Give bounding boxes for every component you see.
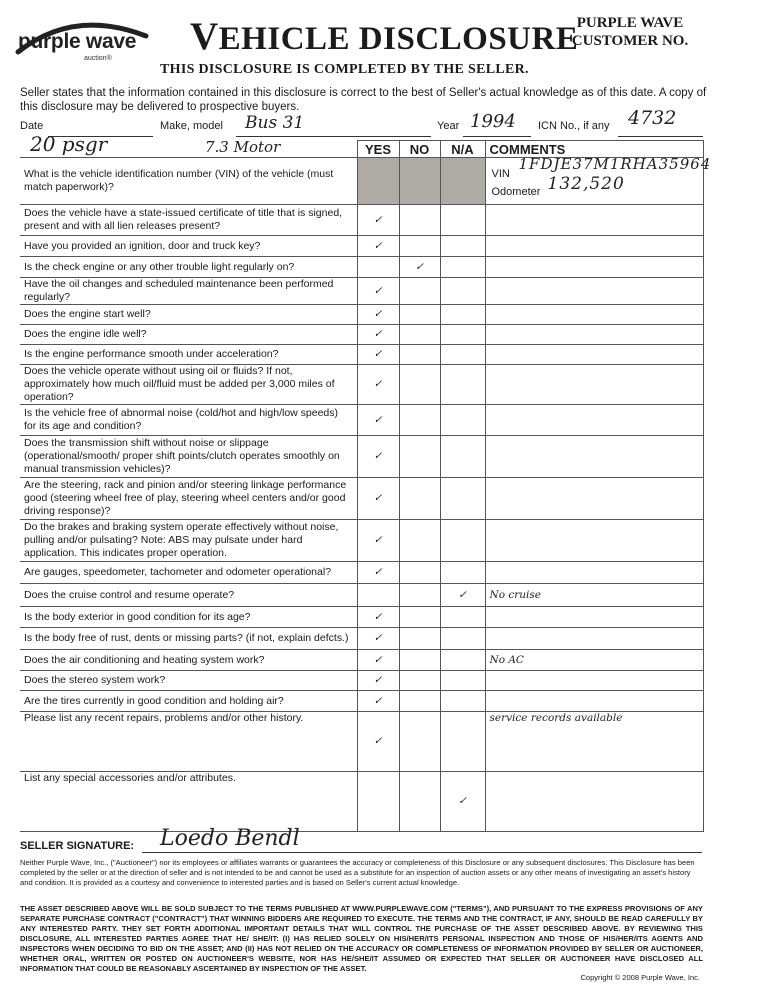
question-text: Is the vehicle free of abnormal noise (cold/hot and high/low speeds) for its age and condition? [20,405,357,436]
answer-na-cell[interactable] [440,712,485,772]
comment-cell[interactable] [485,478,703,520]
answer-no-cell[interactable] [399,436,440,478]
check-mark-icon: ✓ [373,328,383,340]
question-row [20,607,703,628]
answer-yes-cell[interactable] [357,671,399,691]
signature-value: Loedo Bendl [160,826,300,851]
terms-text: THE ASSET DESCRIBED ABOVE WILL BE SOLD SUBJECT TO THE TERMS PUBLISHED AT WWW.PURPLEWAVE.COM ("TERMS"), AND PURSUANT TO THE EXPRESS PROVISIONS OF ANY SEPARATE PURCHASE CONTRACT ("CONTRACT") THAT WINNING BIDDERS ARE REQUIRED TO EXECUTE. THE TERMS AND THE CONTRACT, IF ANY, SHOULD BE READ CAREFULLY BY ANY INTERESTED PARTY. THEY SET FORTH ADDITIONAL IMPORTANT DETAILS THAT WILL CONTROL THE PURCHASE OF THE ASSET DESCRIBED ABOVE. BY REVIEWING THIS DISCLOSURE, ALL INTERESTED PARTIES AGREE THAT HE/ SHE/IT: (I) HAS RELIED SOLELY ON HIS/HER/ITS PERSONAL INSPECTION AND THOSE OF HIS/HER/ITS AGENTS AND INSPECTORS WHEN DECIDING TO BID ON THE ASSET; AND (II) HAS NOT RELIED ON THE ACCURACY OR COMPLETENESS OF INFORMATION PROVIDED BY SELLER OR AUCTIONEER, WHETHER ORAL, WRITTEN OR POSTED ON AUCTIONEER'S WEBSITE, NOR HAS HE/SHE/IT ASSUMED OR EXPECTED THAT SELLER OR AUCTIONEER HAVE DISCLOSED ALL INFORMATION THAT COULD BE REASONABLY ASCERTAINED BY INSPECTION OF THE ASSET. [20,904,703,973]
answer-na-cell[interactable] [440,365,485,405]
page-title: VEHICLE DISCLOSURE [190,15,579,58]
check-mark-icon: ✓ [373,308,383,320]
vin-no-cell [399,158,440,205]
answer-no-cell[interactable] [399,562,440,584]
make-model-value: Bus 31 [245,113,305,133]
question-text: List any special accessories and/or attributes. [20,772,357,832]
answer-no-cell[interactable] [399,405,440,436]
question-text: Does the engine start well? [20,305,357,325]
odometer-value: 132,520 [547,174,625,194]
col-na-header: N/A [440,141,485,158]
answer-no-cell[interactable] [399,345,440,365]
answer-na-cell[interactable] [440,436,485,478]
question-row [20,478,703,520]
intro-text: Seller states that the information contained in this disclosure is correct to the best of Seller's actual knowledge as of this date. A copy of this disclosure may be delivered to prospective buyers. [20,87,707,113]
question-row [20,691,703,712]
comment-cell[interactable] [485,305,703,325]
answer-no-cell[interactable] [399,584,440,607]
question-text: Is the engine performance smooth under acceleration? [20,345,357,365]
question-text: Does the vehicle operate without using oil or fluids? If not, approximately how much oil/fluid must be added per 3,000 miles of operation? [20,365,357,405]
comment-cell[interactable]: No cruise [485,584,703,607]
question-row [20,257,703,278]
answer-yes-cell[interactable] [357,562,399,584]
question-text: Are gauges, speedometer, tachometer and odometer operational? [20,562,357,584]
question-row [20,584,703,607]
check-mark-icon: ✓ [373,450,383,462]
comment-cell[interactable]: service records available [485,712,703,772]
comment-cell[interactable] [485,607,703,628]
answer-no-cell[interactable] [399,650,440,671]
answer-yes-cell[interactable] [357,628,399,650]
note-passengers: 20 psgr [30,131,108,156]
check-mark-icon: ✓ [373,492,383,504]
col-yes-header: YES [357,141,399,158]
answer-na-cell[interactable] [440,257,485,278]
disclosure-table [20,131,712,832]
answer-no-cell[interactable] [399,257,440,278]
icn-value: 4732 [628,107,677,129]
answer-yes-cell[interactable] [357,257,399,278]
question-row [20,278,703,305]
comment-cell[interactable] [485,205,703,236]
question-row [20,520,703,562]
vin-na-cell [440,158,485,205]
answer-no-cell[interactable] [399,278,440,305]
answer-yes-cell[interactable] [357,436,399,478]
odometer-label: Odometer [491,186,541,198]
question-row [20,772,703,832]
comment-cell[interactable] [485,365,703,405]
question-text: Have you provided an ignition, door and truck key? [20,236,357,257]
answer-yes-cell[interactable] [357,236,399,257]
page-subtitle: THIS DISCLOSURE IS COMPLETED BY THE SELLER. [160,62,529,77]
vin-comment-cell [485,155,712,205]
date-label: Date [20,120,44,132]
answer-na-cell[interactable] [440,772,485,832]
answer-na-cell[interactable] [440,671,485,691]
answer-na-cell[interactable] [440,691,485,712]
question-text: Does the engine idle well? [20,325,357,345]
answer-no-cell[interactable] [399,325,440,345]
question-row [20,628,703,650]
comment-cell[interactable] [485,628,703,650]
check-mark-icon: ✓ [373,213,383,226]
answer-na-cell[interactable] [440,520,485,562]
vin-question: What is the vehicle identification number (VIN) of the vehicle (must match paperwork)? [20,158,357,205]
question-row [20,405,703,436]
question-row [20,205,703,236]
check-mark-icon: ✓ [458,588,467,601]
answer-na-cell[interactable] [440,205,485,236]
signature-label: SELLER SIGNATURE: [20,840,135,852]
answer-na-cell[interactable] [440,628,485,650]
check-mark-icon: ✓ [373,694,383,707]
check-mark-icon: ✓ [373,284,383,297]
vin-label: VIN [491,168,510,180]
answer-na-cell[interactable] [440,584,485,607]
answer-na-cell[interactable] [440,305,485,325]
check-mark-icon: ✓ [373,632,383,644]
answer-no-cell[interactable] [399,772,440,832]
question-text: Does the vehicle have a state-issued certificate of title that is signed, present and with all lien releases present? [20,205,357,236]
answer-yes-cell[interactable] [357,772,399,832]
vin-row [20,158,703,205]
question-row [20,712,703,772]
question-text: Please list any recent repairs, problems and/or other history. [20,712,357,772]
make-model-label: Make, model [160,120,223,132]
answer-no-cell[interactable] [399,628,440,650]
answer-na-cell[interactable] [440,236,485,257]
check-mark-icon: ✓ [458,795,467,807]
logo-subtext: auction® [84,55,112,62]
question-row [20,305,703,325]
answer-no-cell[interactable] [399,607,440,628]
question-text: Have the oil changes and scheduled maintenance been performed regularly? [20,278,357,305]
answer-na-cell[interactable] [440,607,485,628]
disclaimer-text: Neither Purple Wave, Inc., ("Auctioneer") nor its employees or affiliates warrants or guarantees the accuracy or completeness of this Disclosure or any subsequent disclosures. This Disclosure has been completed by the seller or at the direction of seller and is not intended to be and cannot be used as a substitute for an inspection of auction assets or any other means of investigating an asset's history and condition. It is provided as a courtesy and convenience to interested parties and is based on Seller's current actual knowledge. [20,858,695,887]
comment-cell[interactable] [485,236,703,257]
customer-number-label: PURPLE WAVE CUSTOMER NO. [571,15,689,49]
comment-cell[interactable] [485,562,703,584]
answer-yes-cell[interactable] [357,345,399,365]
answer-yes-cell[interactable] [357,278,399,305]
year-label: Year [437,120,460,132]
answer-yes-cell[interactable] [357,650,399,671]
answer-na-cell[interactable] [440,478,485,520]
comment-cell[interactable] [485,671,703,691]
question-text: Does the air conditioning and heating system work? [20,650,357,671]
comment-cell[interactable] [485,772,703,832]
check-mark-icon: ✓ [415,260,424,273]
answer-yes-cell[interactable] [357,712,399,772]
answer-yes-cell[interactable] [357,365,399,405]
comment-cell[interactable] [485,436,703,478]
answer-yes-cell[interactable] [357,607,399,628]
check-mark-icon: ✓ [373,610,383,623]
question-text: Do the brakes and braking system operate effectively without noise, pulling and/or pulsating? Note: ABS may pulsate under hard application. This indicates proper operation. [20,520,357,562]
answer-yes-cell[interactable] [357,205,399,236]
question-text: Are the tires currently in good condition and holding air? [20,691,357,712]
check-mark-icon: ✓ [373,566,383,578]
answer-na-cell[interactable] [440,345,485,365]
answer-yes-cell[interactable] [357,520,399,562]
top-notes-cell [20,131,357,158]
check-mark-icon: ✓ [373,413,383,426]
question-text: Is the body exterior in good condition for its age? [20,607,357,628]
answer-na-cell[interactable] [440,325,485,345]
col-no-header: NO [399,141,440,158]
question-row [20,650,703,671]
col-comments-header: COMMENTS [485,141,703,158]
answer-yes-cell[interactable] [357,691,399,712]
vin-yes-cell [357,158,399,205]
answer-yes-cell[interactable] [357,478,399,520]
icn-label: ICN No., if any [538,120,610,132]
signature-field[interactable] [142,852,702,853]
comment-cell[interactable] [485,278,703,305]
vin-value: 1FDJE37M1RHA35964 [518,155,712,173]
copyright-text: Copyright © 2008 Purple Wave, Inc. [580,973,700,982]
question-text: Does the stereo system work? [20,671,357,691]
check-mark-icon: ✓ [373,378,383,390]
comment-cell[interactable] [485,691,703,712]
question-row [20,365,703,405]
answer-yes-cell[interactable] [357,405,399,436]
answer-yes-cell[interactable] [357,584,399,607]
question-text: Does the transmission shift without noise or slippage (operational/smooth/ proper shift points/clutch operates smoothly on manual transmission vehicles)? [20,436,357,478]
answer-no-cell[interactable] [399,691,440,712]
answer-no-cell[interactable] [399,305,440,325]
question-row [20,562,703,584]
question-row [20,345,703,365]
check-mark-icon: ✓ [373,653,383,666]
question-row [20,325,703,345]
logo-text: purple wave [18,30,137,53]
answer-na-cell[interactable] [440,405,485,436]
answer-no-cell[interactable] [399,478,440,520]
question-text: Is the check engine or any other trouble light regularly on? [20,257,357,278]
check-mark-icon: ✓ [373,735,383,747]
question-row [20,236,703,257]
question-text: Is the body free of rust, dents or missing parts? (if not, explain defcts.) [20,628,357,650]
comment-cell[interactable] [485,405,703,436]
check-mark-icon: ✓ [373,239,383,252]
comment-cell[interactable] [485,257,703,278]
check-mark-icon: ✓ [373,674,383,686]
answer-no-cell[interactable] [399,236,440,257]
note-motor: 7.3 Motor [205,137,281,156]
answer-yes-cell[interactable] [357,325,399,345]
answer-na-cell[interactable] [440,650,485,671]
question-text: Are the steering, rack and pinion and/or steering linkage performance good (steering wheel free of play, steering wheel centers and/or good driving response)? [20,478,357,520]
answer-na-cell[interactable] [440,278,485,305]
answer-no-cell[interactable] [399,520,440,562]
comment-cell[interactable] [485,325,703,345]
comment-cell[interactable] [485,520,703,562]
answer-no-cell[interactable] [399,712,440,772]
question-row [20,436,703,478]
question-row [20,671,703,691]
comment-cell[interactable]: No AC [485,650,703,671]
answer-yes-cell[interactable] [357,305,399,325]
check-mark-icon: ✓ [373,348,383,360]
check-mark-icon: ✓ [373,534,383,546]
year-value: 1994 [470,111,516,132]
answer-no-cell[interactable] [399,365,440,405]
answer-na-cell[interactable] [440,562,485,584]
answer-no-cell[interactable] [399,671,440,691]
comment-cell[interactable] [485,345,703,365]
answer-no-cell[interactable] [399,205,440,236]
question-text: Does the cruise control and resume operate? [20,584,357,607]
